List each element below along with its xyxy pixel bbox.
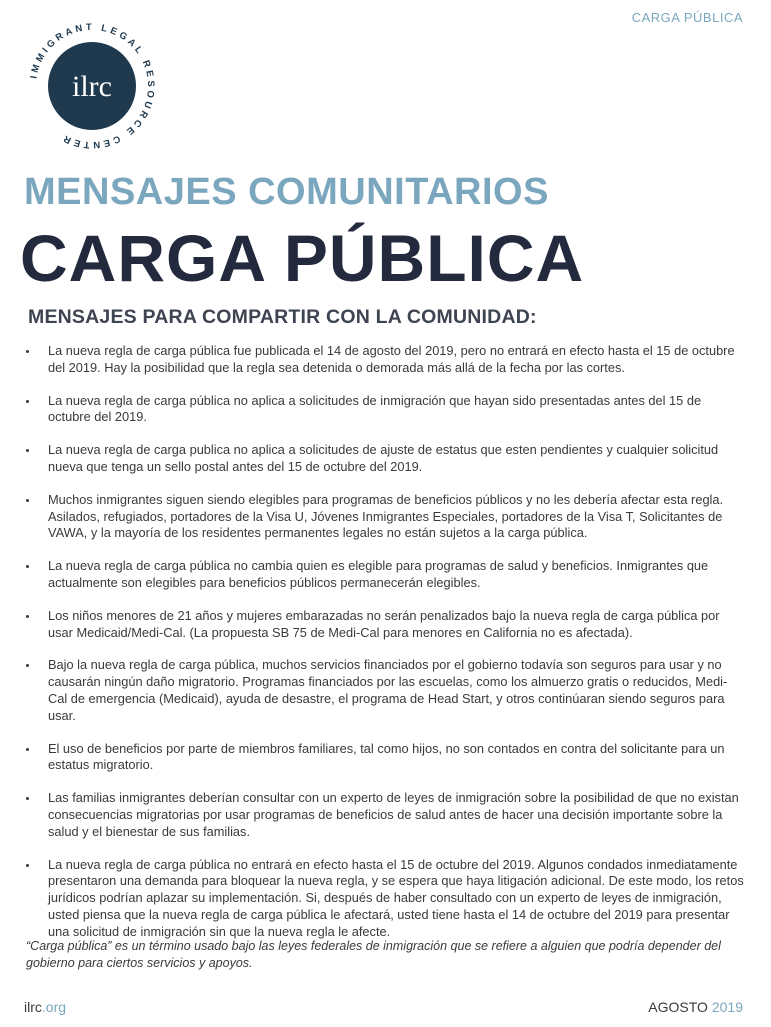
list-item-text: Muchos inmigrantes siguen siendo elegibles para programas de beneficios públicos y no les debería afectar esta regla. Asilados, refugiados, portadores de la Visa U, Jóvenes Inmigrantes Especiales, portadores de la Visa T, Solicitantes de VAWA, y la mayoría de los residentes permanentes legales no están sujetos a la carga pública. xyxy=(48,491,724,541)
list-item-text: La nueva regla de carga pública no cambia quien es elegible para programas de salud y beneficios. Inmigrantes que actualmente son elegibles para beneficios públicos permanecerán elegibles. xyxy=(48,558,709,590)
footer-website[interactable] xyxy=(24,999,66,1015)
bullet-icon xyxy=(26,664,29,667)
message-list xyxy=(26,343,746,957)
bullet-icon xyxy=(26,864,29,867)
list-item xyxy=(26,393,746,427)
ilrc-logo xyxy=(26,20,158,152)
list-item xyxy=(26,343,746,377)
bullet-icon xyxy=(26,615,29,618)
bullet-icon xyxy=(26,499,29,502)
list-item xyxy=(26,492,746,542)
definition-footnote: “Carga pública” es un término usado bajo las leyes federales de inmigración que se refiere a alguien que podría depender del gobierno para ciertos servicios y apoyos. xyxy=(26,939,721,970)
section-heading: MENSAJES PARA COMPARTIR CON LA COMUNIDAD: xyxy=(28,306,537,328)
bullet-icon xyxy=(26,350,29,353)
list-item-text: La nueva regla de carga pública no entrará en efecto hasta el 15 de octubre del 2019. Algunos condados inmediatamente presentaron una demanda para bloquear la nueva regla, y se espera que haya litigación adicional. De este modo, los retos jurídicos podrían aplazar su implementación. Si, después de haber consultado con un experto de leyes de inmigración, usted piensa que la nueva regla de carga pública le afectará, usted tiene hasta el 14 de octubre del 2019 para presentar una solicitud de inmigración sin que la nueva regla le afecte. xyxy=(48,856,744,939)
bullet-icon xyxy=(26,748,29,751)
list-item-text: La nueva regla de carga pública no aplica a solicitudes de inmigración que hayan sido presentadas antes del 15 de octubre del 2019. xyxy=(48,392,702,425)
footer-date xyxy=(648,999,743,1015)
footer-month: AGOSTO xyxy=(648,999,708,1015)
list-item xyxy=(26,608,746,642)
footer-year: 2019 xyxy=(711,999,743,1015)
document-category-label: CARGA PÚBLICA xyxy=(631,10,743,25)
bullet-icon xyxy=(26,565,29,568)
list-item xyxy=(26,790,746,840)
bullet-icon xyxy=(26,449,29,452)
list-item xyxy=(26,741,746,775)
list-item-text: Las familias inmigrantes deberían consultar con un experto de leyes de inmigración sobre la posibilidad de que no existan consecuencias migratorias por usar programas de beneficios de salud antes de hacer una decisión importante sobre la salud y el bienestar de sus familias. xyxy=(48,790,739,839)
list-item xyxy=(26,857,746,941)
list-item xyxy=(26,657,746,724)
page-title: CARGA PÚBLICA xyxy=(20,221,585,295)
logo-ring-text: IMMIGRANT LEGAL RESOURCE CENTER xyxy=(28,21,157,151)
logo-initials: ilrc xyxy=(72,70,112,103)
list-item-text: La nueva regla de carga publica no aplica a solicitudes de ajuste de estatus que esten pendientes y cualquier solicitud nueva que tenga un sello postal antes del 15 de octubre del 2019. xyxy=(48,442,719,474)
list-item-text: El uso de beneficios por parte de miembros familiares, tal como hijos, no son contados en contra del solicitante para un estatus migratorio. xyxy=(48,740,725,773)
list-item-text: La nueva regla de carga pública fue publicada el 14 de agosto del 2019, pero no entrará en efecto hasta el 15 de octubre del 2019. Hay la posibilidad que la regla sea detenida o demorada más allá de la fecha por las cortes. xyxy=(48,343,735,375)
title-kicker: MENSAJES COMUNITARIOS xyxy=(24,171,549,213)
bullet-icon xyxy=(26,797,29,800)
list-item xyxy=(26,558,746,592)
footer-site-name: ilrc xyxy=(24,999,42,1015)
footer-site-tld: .org xyxy=(41,999,67,1015)
list-item-text: Bajo la nueva regla de carga pública, muchos servicios financiados por el gobierno todavía son seguros para usar y no causarán ningún daño migratorio. Programas financiados por las escuelas, como los almuerzo gratis o reducidos, Medi-Cal de emergencia (Medicaid), ayuda de desastre, el programa de Head Start, y otros continúaran siendo seguros para usar. xyxy=(48,657,728,723)
bullet-icon xyxy=(26,400,29,403)
list-item-text: Los niños menores de 21 años y mujeres embarazadas no serán penalizados bajo la nueva regla de carga pública por usar Medicaid/Medi-Cal. (La propuesta SB 75 de Medi-Cal para menores en California no es afectada). xyxy=(48,607,720,640)
list-item xyxy=(26,442,746,476)
